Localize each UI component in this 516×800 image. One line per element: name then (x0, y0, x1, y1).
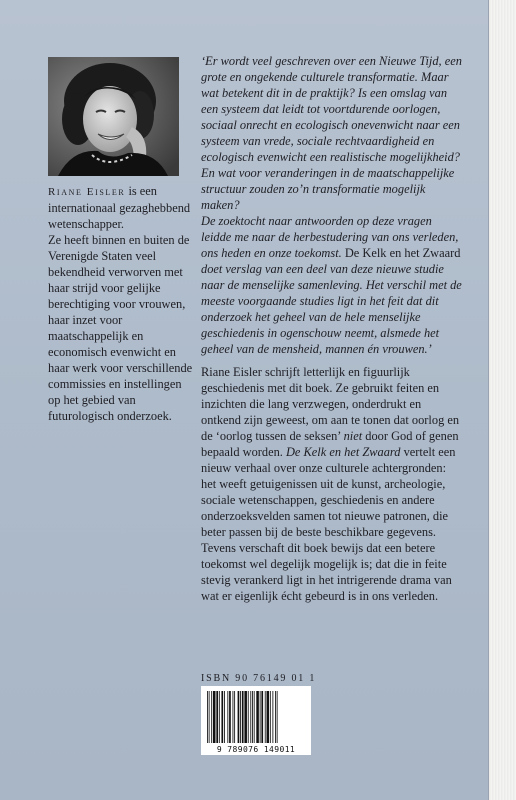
barcode-bar (240, 691, 241, 743)
barcode-bar (265, 691, 266, 743)
quote-part-2: De zoektocht naar antwoorden op deze vragen leidde me naar de herbestudering van ons verleden, ons heden en onze toekomst. (201, 214, 459, 260)
barcode-bar (248, 691, 249, 743)
description-emphasis: niet (343, 429, 363, 443)
barcode-bar (221, 691, 223, 743)
author-bio (48, 183, 193, 424)
barcode-bar (207, 691, 208, 743)
description-part-2: door God of genen bepaald worden. (201, 429, 459, 459)
barcode-bar (252, 691, 253, 743)
barcode-bar (261, 691, 263, 743)
description-part-1: Riane Eisler schrijft letterlijk en figuurlijk geschiedenis met dit boek. Ze gebruikt feiten en inzichten die lang verzwegen, onderdrukt en ontkend zijn geweest, om aan te tonen dat oorlog en de ‘oorlog tussen de seksen’ (201, 365, 460, 443)
barcode-bar (216, 691, 218, 743)
author-photo (48, 57, 179, 176)
barcode-bar (256, 691, 259, 743)
author-bio-text: Ze heeft binnen en buiten de Verenigde Staten veel bekendheid verworven met haar strijd voor gelijke berechtiging voor vrouwen, haar inzet voor maatschappelijk en economisch evenwicht en haar werk voor verschillende commissies en instellingen op het gebied van futurologisch onderzoek. (48, 233, 193, 423)
barcode-bars (207, 691, 305, 743)
barcode-bar (267, 691, 270, 743)
barcode-bar (229, 691, 231, 743)
author-quote (201, 53, 463, 357)
barcode-bar (250, 691, 251, 743)
barcode-bar (238, 691, 240, 743)
barcode-bar (244, 691, 247, 743)
description-part-3: vertelt een nieuw verhaal over onze culturele achtergronden: het weeft getuigenissen uit de kunst, archeologie, sociale wetenschappen, geschiedenis en andere onderzoeksvelden samen tot nieuwe patronen, die beter passen bij de beste beschikbare gegevens. Tevens verschaft dit boek bewijs dat een betere toekomst wel degelijk mogelijk is; dat die in feite stevig verankerd ligt in het intrigerende drama van wat er eigenlijk écht gebeurd is in ons verleden. (201, 445, 456, 603)
barcode-bar (234, 691, 235, 743)
description-book-title: De Kelk en het Zwaard (285, 445, 401, 459)
barcode-digits: 9 789076 149011 (216, 745, 296, 754)
quote-part-1: ‘Er wordt veel geschreven over een Nieuwe Tijd, een grote en ongekende culturele transformatie. Maar wat betekent dit in de praktijk? Is een omslag van een systeem dat leidt tot voortdurende oorlogen, sociaal onrecht en ecologisch onevenwicht naar een systeem van vrede, sociale rechtvaardigheid en ecologisch evenwicht een realistische mogelijkheid? En wat voor veranderingen in de maatschappelijke structuur zouden zo’n transformatie mogelijk maken? (201, 54, 462, 212)
barcode-bar (272, 691, 273, 743)
isbn: ISBN 90 76149 01 1 (201, 673, 317, 684)
barcode-bar (242, 691, 244, 743)
author-name: Riane Eisler (48, 186, 126, 198)
barcode-bar (275, 691, 276, 743)
barcode-bar (224, 691, 225, 743)
barcode (201, 686, 311, 755)
page-edges (488, 0, 516, 800)
barcode-bar (233, 691, 234, 743)
barcode-bar (270, 691, 271, 743)
book-description (201, 364, 463, 604)
barcode-bar (211, 691, 212, 743)
quote-part-3: doet verslag van een deel van deze nieuwe studie naar de menselijke samenleving. Het verschil met de meeste voorgaande studies ligt in het feit dat dit onderzoek het geheel van de hele menselijke geschiedenis in ogenschouw neemt, alsmede het geheel van de mensheid, mannen én vrouwen.’ (201, 262, 462, 356)
barcode-bar (213, 691, 216, 743)
barcode-bar (277, 691, 278, 743)
barcode-bar (219, 691, 220, 743)
quote-book-title: De Kelk en het Zwaard (341, 246, 461, 260)
barcode-bar (260, 691, 261, 743)
barcode-bar (227, 691, 228, 743)
barcode-bar (254, 691, 255, 743)
barcode-bar (209, 691, 210, 743)
author-bio-intro: is een internationaal gezaghebbend wetenschapper. (48, 184, 191, 231)
